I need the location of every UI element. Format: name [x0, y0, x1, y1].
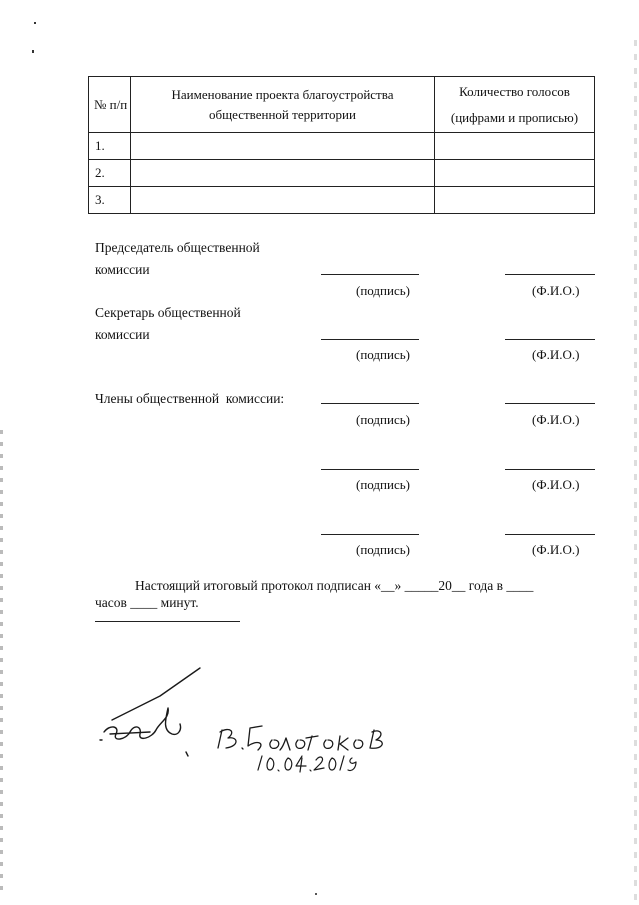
member3-name-line	[505, 534, 595, 535]
secretary-name-line	[505, 339, 595, 340]
results-table	[88, 76, 595, 214]
row-votes	[435, 187, 595, 214]
row-votes	[435, 160, 595, 187]
member2-signature-caption: (подпись)	[356, 477, 410, 492]
scan-dot	[315, 893, 317, 895]
header-votes-line1: Количество голосов	[459, 83, 570, 99]
header-votes-line2: (цифрами и прописью)	[450, 109, 579, 125]
scan-edge-artifact	[634, 40, 637, 900]
secretary-signature-line	[321, 339, 419, 340]
member2-name-line	[505, 469, 595, 470]
scan-edge-artifact-left	[0, 430, 3, 890]
member3-signature-caption: (подпись)	[356, 542, 410, 557]
table-header-row	[89, 77, 595, 133]
member3-name-caption: (Ф.И.О.)	[532, 542, 580, 557]
header-number: № п/п	[89, 77, 131, 133]
table-row	[89, 187, 595, 214]
chairman-signature-caption: (подпись)	[356, 283, 410, 298]
member2-name-caption: (Ф.И.О.)	[532, 477, 580, 492]
table-row	[89, 133, 595, 160]
row-project	[131, 133, 435, 160]
member1-signature-line	[321, 403, 419, 404]
closing-underline	[95, 621, 240, 622]
members-label: Члены общественной комиссии:	[95, 391, 285, 406]
chairman-label-line1: Председатель общественной	[95, 240, 260, 255]
row-number: 3.	[89, 187, 131, 214]
chairman-signature-line	[321, 274, 419, 275]
scan-dot	[32, 50, 34, 53]
scan-dot	[34, 22, 36, 24]
member3-signature-line	[321, 534, 419, 535]
header-votes	[435, 77, 595, 133]
secretary-name-caption: (Ф.И.О.)	[532, 347, 580, 362]
table-row	[89, 160, 595, 187]
closing-statement-line2: часов ____ минут.	[95, 595, 199, 610]
member1-name-caption: (Ф.И.О.)	[532, 412, 580, 427]
handwritten-signature	[90, 660, 390, 780]
closing-statement-line1: Настоящий итоговый протокол подписан «__» _____20__ года в ____	[135, 578, 534, 593]
header-project: Наименование проекта благоустройства общественной территории	[131, 77, 435, 133]
row-number: 1.	[89, 133, 131, 160]
row-votes	[435, 133, 595, 160]
member1-signature-caption: (подпись)	[356, 412, 410, 427]
chairman-label-line2: комиссии	[95, 262, 150, 277]
row-project	[131, 187, 435, 214]
secretary-label-line2: комиссии	[95, 327, 150, 342]
member2-signature-line	[321, 469, 419, 470]
chairman-name-line	[505, 274, 595, 275]
row-project	[131, 160, 435, 187]
row-number: 2.	[89, 160, 131, 187]
secretary-label-line1: Секретарь общественной	[95, 305, 241, 320]
secretary-signature-caption: (подпись)	[356, 347, 410, 362]
chairman-name-caption: (Ф.И.О.)	[532, 283, 580, 298]
member1-name-line	[505, 403, 595, 404]
